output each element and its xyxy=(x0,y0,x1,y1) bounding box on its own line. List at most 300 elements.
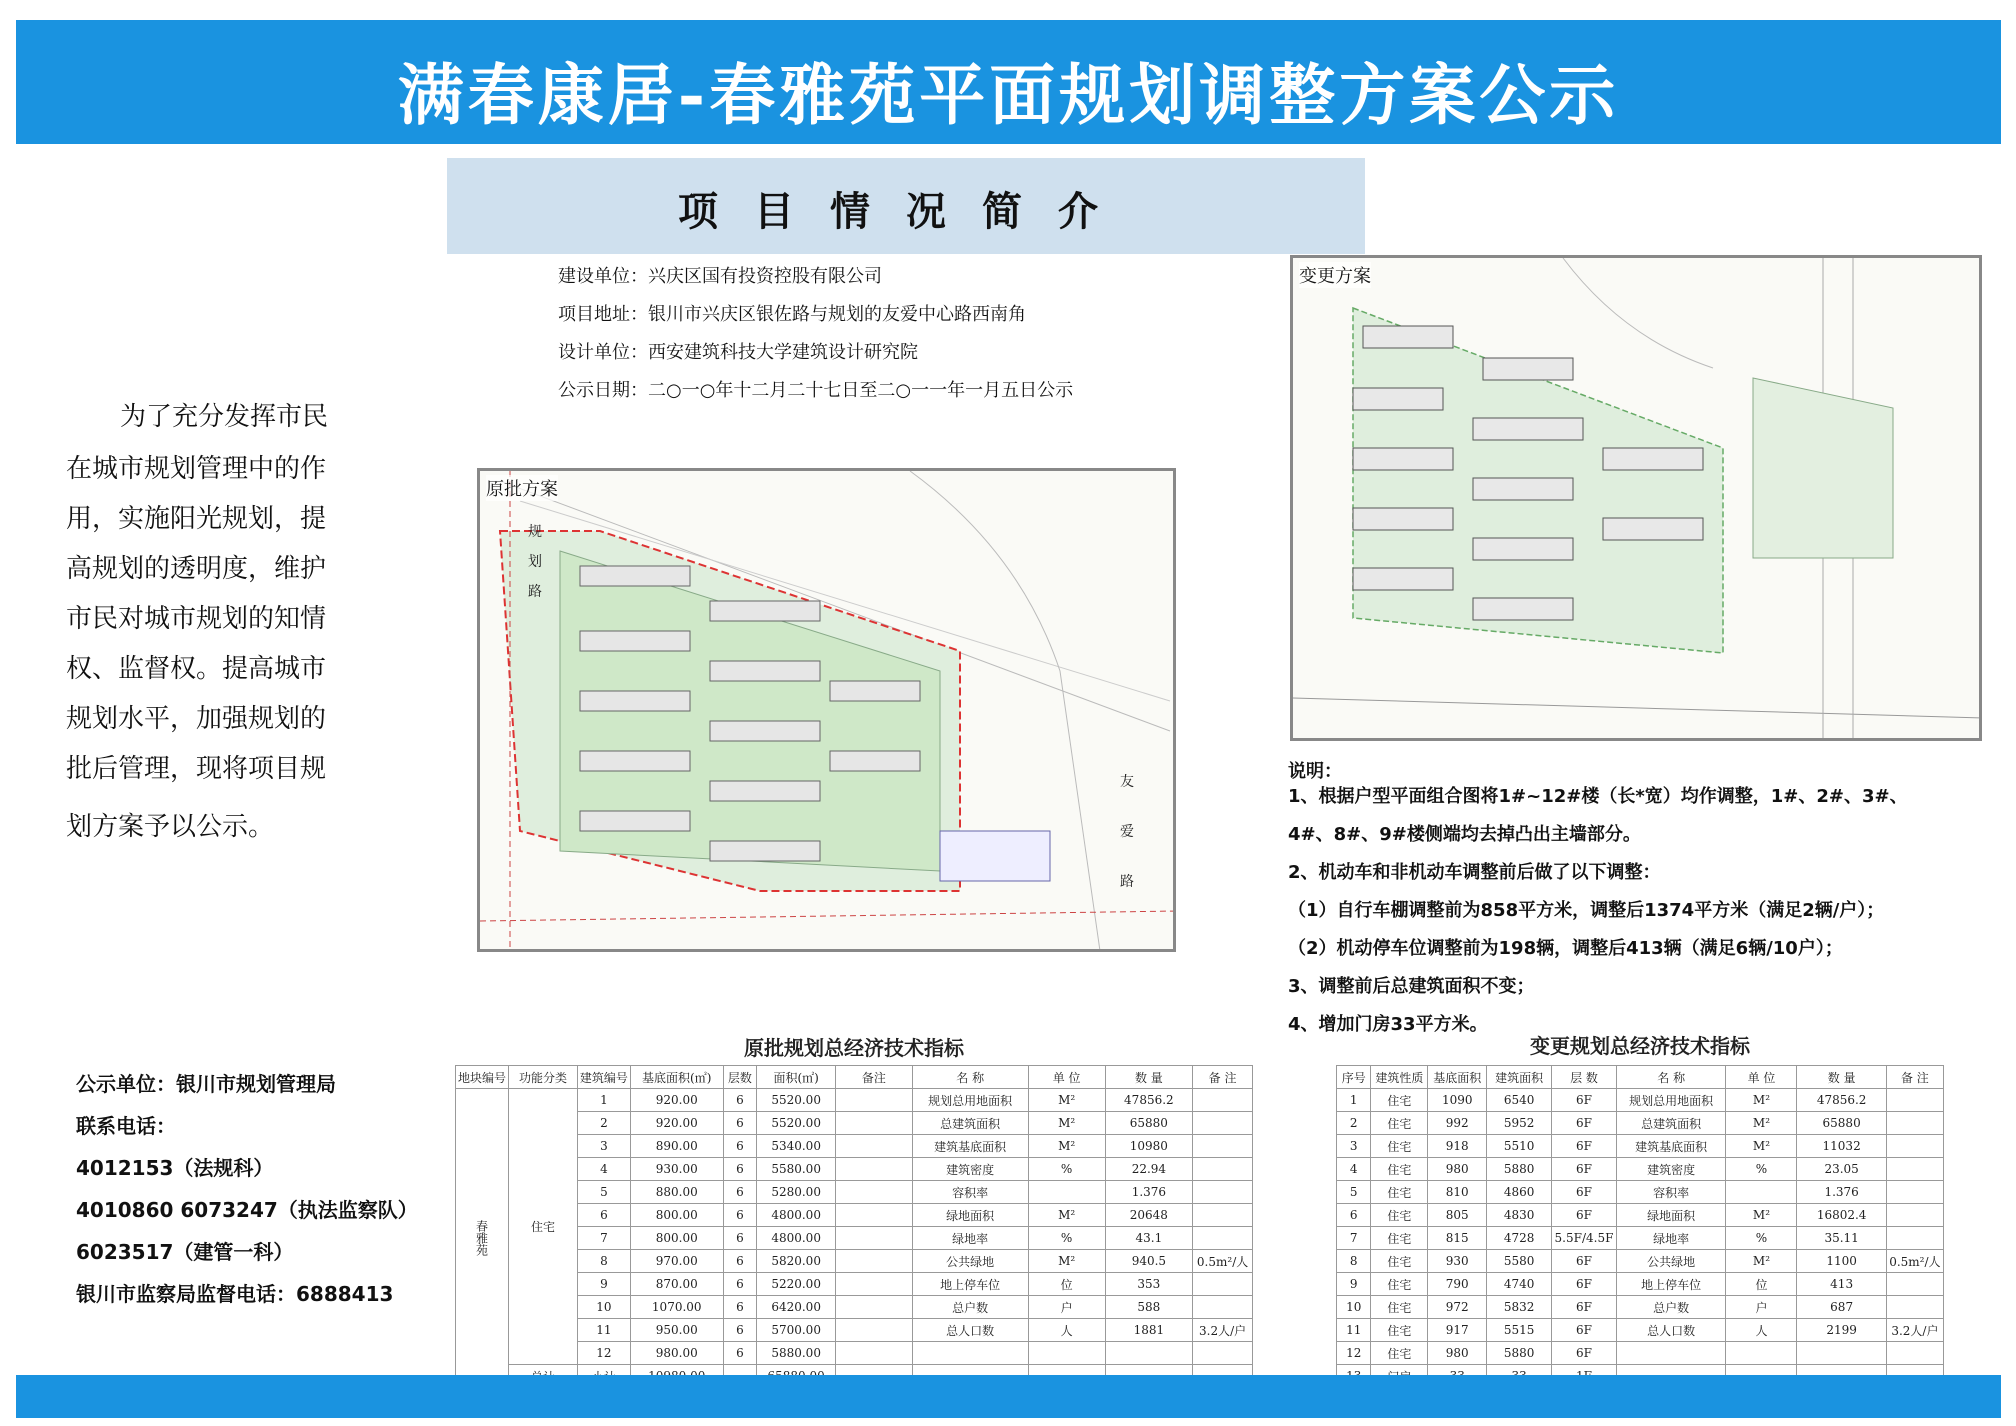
floors-cell: 6 xyxy=(723,1158,757,1181)
base-cell: 890.00 xyxy=(630,1135,723,1158)
col-name: 名 称 xyxy=(1616,1066,1726,1089)
indicator-empty xyxy=(1886,1342,1943,1365)
table-row xyxy=(1337,1273,1944,1296)
floors-cell: 6 xyxy=(723,1181,757,1204)
contact-phone-3: 6023517（建管一科） xyxy=(76,1240,294,1264)
bno-cell: 2 xyxy=(577,1112,630,1135)
no-cell: 10 xyxy=(1337,1296,1371,1319)
indicator-value: 1881 xyxy=(1105,1319,1193,1342)
table-row xyxy=(1337,1227,1944,1250)
indicator-value: 43.1 xyxy=(1105,1227,1193,1250)
area-cell: 5515 xyxy=(1487,1319,1552,1342)
indicator-value: 1100 xyxy=(1797,1250,1886,1273)
indicator-note xyxy=(1886,1227,1943,1250)
no-cell: 9 xyxy=(1337,1273,1371,1296)
base-cell: 1070.00 xyxy=(630,1296,723,1319)
no-cell: 6 xyxy=(1337,1204,1371,1227)
floors-cell: 6F xyxy=(1552,1250,1617,1273)
col-floors: 层 数 xyxy=(1552,1066,1617,1089)
footer-bar xyxy=(16,1375,2001,1418)
floors-cell: 6 xyxy=(723,1250,757,1273)
type-cell: 住宅 xyxy=(1371,1089,1428,1112)
indicator-name: 总人口数 xyxy=(1616,1319,1726,1342)
indicator-unit: M² xyxy=(1726,1112,1797,1135)
area-cell: 5580.00 xyxy=(757,1158,836,1181)
original-indicator-table xyxy=(455,1065,1253,1411)
indicator-value: 22.94 xyxy=(1105,1158,1193,1181)
base-cell: 972 xyxy=(1428,1296,1487,1319)
indicator-note xyxy=(1193,1112,1253,1135)
indicator-value: 23.05 xyxy=(1797,1158,1886,1181)
indicator-name: 总户数 xyxy=(912,1296,1028,1319)
map-road-label: 友 xyxy=(1120,774,1134,790)
base-cell: 810 xyxy=(1428,1181,1487,1204)
table-row xyxy=(1337,1319,1944,1342)
floors-cell: 6F xyxy=(1552,1273,1617,1296)
table-row xyxy=(1337,1181,1944,1204)
map-road-label: 路 xyxy=(528,584,542,600)
original-plan-label: 原批方案 xyxy=(486,475,558,501)
bno-cell: 3 xyxy=(577,1135,630,1158)
remark-cell xyxy=(836,1273,913,1296)
base-cell: 917 xyxy=(1428,1319,1487,1342)
purpose-line: 权、监督权。提高城市 xyxy=(66,654,327,684)
type-cell: 住宅 xyxy=(1371,1273,1428,1296)
indicator-value: 940.5 xyxy=(1105,1250,1193,1273)
purpose-line: 市民对城市规划的知情 xyxy=(66,604,327,634)
indicator-empty xyxy=(1028,1342,1105,1365)
remark-cell xyxy=(836,1089,913,1112)
indicator-value: 353 xyxy=(1105,1273,1193,1296)
base-cell: 980 xyxy=(1428,1158,1487,1181)
indicator-unit: M² xyxy=(1726,1250,1797,1273)
no-cell: 1 xyxy=(1337,1089,1371,1112)
purpose-line: 划方案予以公示。 xyxy=(66,812,275,842)
no-cell: 4 xyxy=(1337,1158,1371,1181)
indicator-name: 建筑密度 xyxy=(1616,1158,1726,1181)
col-func: 功能分类 xyxy=(509,1066,578,1089)
indicator-unit: % xyxy=(1028,1227,1105,1250)
area-cell: 5340.00 xyxy=(757,1135,836,1158)
area-cell: 5700.00 xyxy=(757,1319,836,1342)
remark-cell xyxy=(836,1112,913,1135)
indicator-name: 绿地率 xyxy=(912,1227,1028,1250)
area-cell: 6420.00 xyxy=(757,1296,836,1319)
indicator-unit: M² xyxy=(1726,1089,1797,1112)
purpose-line: 用，实施阳光规划，提 xyxy=(66,504,327,534)
col-unit: 单 位 xyxy=(1028,1066,1105,1089)
original-site-plan xyxy=(480,471,1176,952)
indicator-unit: M² xyxy=(1028,1112,1105,1135)
area-cell: 5520.00 xyxy=(757,1089,836,1112)
indicator-value: 47856.2 xyxy=(1797,1089,1886,1112)
indicator-name: 总人口数 xyxy=(912,1319,1028,1342)
indicator-name: 建筑密度 xyxy=(912,1158,1028,1181)
type-cell: 住宅 xyxy=(1371,1112,1428,1135)
no-cell: 5 xyxy=(1337,1181,1371,1204)
col-note: 备 注 xyxy=(1886,1066,1943,1089)
type-cell: 住宅 xyxy=(1371,1158,1428,1181)
area-cell: 4728 xyxy=(1487,1227,1552,1250)
floors-cell: 6F xyxy=(1552,1135,1617,1158)
changed-indicator-table xyxy=(1336,1065,1944,1388)
base-cell: 920.00 xyxy=(630,1089,723,1112)
map-road-label: 划 xyxy=(528,554,542,570)
indicator-name: 绿地面积 xyxy=(912,1204,1028,1227)
indicator-unit: 人 xyxy=(1726,1319,1797,1342)
col-remark: 备注 xyxy=(836,1066,913,1089)
type-cell: 住宅 xyxy=(1371,1319,1428,1342)
floors-cell: 6F xyxy=(1552,1296,1617,1319)
floors-cell: 6F xyxy=(1552,1342,1617,1365)
indicator-note xyxy=(1886,1112,1943,1135)
area-cell: 5220.00 xyxy=(757,1273,836,1296)
indicator-name: 绿地面积 xyxy=(1616,1204,1726,1227)
area-cell: 5880 xyxy=(1487,1158,1552,1181)
area-cell: 5280.00 xyxy=(757,1181,836,1204)
remark-cell xyxy=(836,1250,913,1273)
changed-plan-drawing xyxy=(1290,255,1982,741)
table-row xyxy=(1337,1296,1944,1319)
bno-cell: 8 xyxy=(577,1250,630,1273)
base-cell: 930 xyxy=(1428,1250,1487,1273)
floors-cell: 6F xyxy=(1552,1158,1617,1181)
indicator-unit: 位 xyxy=(1726,1273,1797,1296)
col-area: 建筑面积 xyxy=(1487,1066,1552,1089)
builder-line: 建设单位：兴庆区国有投资控股有限公司 xyxy=(558,266,882,287)
indicator-name: 规划总用地面积 xyxy=(912,1089,1028,1112)
original-plan-drawing xyxy=(477,468,1176,952)
table-row xyxy=(1337,1204,1944,1227)
indicator-value: 65880 xyxy=(1105,1112,1193,1135)
base-cell: 880.00 xyxy=(630,1181,723,1204)
type-cell: 住宅 xyxy=(1371,1342,1428,1365)
map-road-label: 爱 xyxy=(1120,824,1134,840)
no-cell: 3 xyxy=(1337,1135,1371,1158)
bno-cell: 1 xyxy=(577,1089,630,1112)
floors-cell: 6F xyxy=(1552,1204,1617,1227)
floors-cell: 6 xyxy=(723,1089,757,1112)
base-cell: 918 xyxy=(1428,1135,1487,1158)
base-cell: 950.00 xyxy=(630,1319,723,1342)
area-cell: 4830 xyxy=(1487,1204,1552,1227)
base-cell: 980.00 xyxy=(630,1342,723,1365)
remark-cell xyxy=(836,1227,913,1250)
col-type: 建筑性质 xyxy=(1371,1066,1428,1089)
indicator-unit xyxy=(1028,1181,1105,1204)
area-cell: 5880.00 xyxy=(757,1342,836,1365)
base-cell: 920.00 xyxy=(630,1112,723,1135)
table-row xyxy=(456,1089,1253,1112)
indicator-unit: % xyxy=(1028,1158,1105,1181)
indicator-unit: % xyxy=(1726,1158,1797,1181)
base-cell: 800.00 xyxy=(630,1227,723,1250)
floors-cell: 6 xyxy=(723,1112,757,1135)
indicator-value: 2199 xyxy=(1797,1319,1886,1342)
indicator-note xyxy=(1193,1158,1253,1181)
designer-line: 设计单位：西安建筑科技大学建筑设计研究院 xyxy=(558,342,918,363)
indicator-unit: 人 xyxy=(1028,1319,1105,1342)
purpose-line: 为了充分发挥市民 xyxy=(120,402,329,432)
indicator-empty xyxy=(912,1342,1028,1365)
type-cell: 住宅 xyxy=(1371,1181,1428,1204)
indicator-value: 20648 xyxy=(1105,1204,1193,1227)
base-cell: 970.00 xyxy=(630,1250,723,1273)
col-base: 基底面积 xyxy=(1428,1066,1487,1089)
indicator-note xyxy=(1886,1158,1943,1181)
address-line: 项目地址：银川市兴庆区银佐路与规划的友爱中心路西南角 xyxy=(558,304,1026,325)
indicator-name: 总建筑面积 xyxy=(912,1112,1028,1135)
base-cell: 1090 xyxy=(1428,1089,1487,1112)
indicator-note xyxy=(1193,1296,1253,1319)
indicator-empty xyxy=(1616,1342,1726,1365)
indicator-value: 35.11 xyxy=(1797,1227,1886,1250)
col-note: 备 注 xyxy=(1193,1066,1253,1089)
col-qty: 数 量 xyxy=(1105,1066,1193,1089)
bno-cell: 6 xyxy=(577,1204,630,1227)
area-cell: 4800.00 xyxy=(757,1227,836,1250)
indicator-note: 3.2人/户 xyxy=(1193,1319,1253,1342)
indicator-name: 建筑基底面积 xyxy=(912,1135,1028,1158)
bno-cell: 9 xyxy=(577,1273,630,1296)
area-cell: 5952 xyxy=(1487,1112,1552,1135)
floors-cell: 6F xyxy=(1552,1089,1617,1112)
no-cell: 2 xyxy=(1337,1112,1371,1135)
floors-cell: 6 xyxy=(723,1319,757,1342)
col-unit: 单 位 xyxy=(1726,1066,1797,1089)
lot-cell: 春雅苑 xyxy=(456,1089,509,1388)
note-line: 3、调整前后总建筑面积不变； xyxy=(1288,976,1535,997)
purpose-line: 高规划的透明度，维护 xyxy=(66,554,327,584)
purpose-line: 在城市规划管理中的作 xyxy=(66,454,327,484)
indicator-name: 绿地率 xyxy=(1616,1227,1726,1250)
indicator-name: 公共绿地 xyxy=(912,1250,1028,1273)
date-line: 公示日期：二○一○年十二月二十七日至二○一一年一月五日公示 xyxy=(558,380,1074,401)
area-cell: 5820.00 xyxy=(757,1250,836,1273)
indicator-unit: 户 xyxy=(1726,1296,1797,1319)
floors-cell: 6 xyxy=(723,1227,757,1250)
floors-cell: 6 xyxy=(723,1204,757,1227)
contact-phone-label: 联系电话： xyxy=(76,1114,176,1138)
area-cell: 5832 xyxy=(1487,1296,1552,1319)
indicator-unit: M² xyxy=(1028,1250,1105,1273)
bno-cell: 10 xyxy=(577,1296,630,1319)
indicator-note xyxy=(1886,1089,1943,1112)
note-line: （2）机动停车位调整前为198辆，调整后413辆（满足6辆/10户）； xyxy=(1288,938,1843,959)
indicator-value: 1.376 xyxy=(1797,1181,1886,1204)
col-base: 基底面积(㎡) xyxy=(630,1066,723,1089)
indicator-value: 10980 xyxy=(1105,1135,1193,1158)
remark-cell xyxy=(836,1204,913,1227)
col-qty: 数 量 xyxy=(1797,1066,1886,1089)
indicator-empty xyxy=(1105,1342,1193,1365)
map-road-label: 规 xyxy=(528,524,542,540)
indicator-name: 地上停车位 xyxy=(912,1273,1028,1296)
base-cell: 930.00 xyxy=(630,1158,723,1181)
indicator-value: 588 xyxy=(1105,1296,1193,1319)
indicator-unit: % xyxy=(1726,1227,1797,1250)
floors-cell: 6F xyxy=(1552,1319,1617,1342)
indicator-value: 687 xyxy=(1797,1296,1886,1319)
map-road-label: 路 xyxy=(1120,874,1134,890)
floors-cell: 5.5F/4.5F xyxy=(1552,1227,1617,1250)
indicator-value: 413 xyxy=(1797,1273,1886,1296)
base-cell: 980 xyxy=(1428,1342,1487,1365)
base-cell: 992 xyxy=(1428,1112,1487,1135)
indicator-value: 47856.2 xyxy=(1105,1089,1193,1112)
indicator-note xyxy=(1193,1204,1253,1227)
table-row xyxy=(1337,1135,1944,1158)
note-line: 4、增加门房33平方米。 xyxy=(1288,1014,1488,1035)
indicator-name: 容积率 xyxy=(912,1181,1028,1204)
indicator-note xyxy=(1193,1273,1253,1296)
indicator-unit xyxy=(1726,1181,1797,1204)
indicator-value: 1.376 xyxy=(1105,1181,1193,1204)
indicator-note xyxy=(1193,1089,1253,1112)
area-cell: 4860 xyxy=(1487,1181,1552,1204)
indicator-note xyxy=(1193,1181,1253,1204)
base-cell: 815 xyxy=(1428,1227,1487,1250)
table-row xyxy=(1337,1342,1944,1365)
indicator-note xyxy=(1886,1181,1943,1204)
contact-phone-2: 4010860 6073247（执法监察队） xyxy=(76,1198,418,1222)
remark-cell xyxy=(836,1319,913,1342)
floors-cell: 6F xyxy=(1552,1112,1617,1135)
base-cell: 800.00 xyxy=(630,1204,723,1227)
col-bno: 建筑编号 xyxy=(577,1066,630,1089)
purpose-line: 规划水平，加强规划的 xyxy=(66,704,327,734)
col-area: 面积(㎡) xyxy=(757,1066,836,1089)
indicator-empty xyxy=(1797,1342,1886,1365)
indicator-empty xyxy=(1726,1342,1797,1365)
col-lot: 地块编号 xyxy=(456,1066,509,1089)
floors-cell: 6 xyxy=(723,1273,757,1296)
area-cell: 4800.00 xyxy=(757,1204,836,1227)
indicator-name: 地上停车位 xyxy=(1616,1273,1726,1296)
area-cell: 5580 xyxy=(1487,1250,1552,1273)
type-cell: 住宅 xyxy=(1371,1204,1428,1227)
area-cell: 5510 xyxy=(1487,1135,1552,1158)
area-cell: 5880 xyxy=(1487,1342,1552,1365)
changed-table xyxy=(1336,1065,1944,1388)
indicator-value: 65880 xyxy=(1797,1112,1886,1135)
type-cell: 住宅 xyxy=(1371,1250,1428,1273)
bno-cell: 7 xyxy=(577,1227,630,1250)
indicator-unit: M² xyxy=(1726,1204,1797,1227)
area-cell: 5520.00 xyxy=(757,1112,836,1135)
col-no: 序号 xyxy=(1337,1066,1371,1089)
area-cell: 4740 xyxy=(1487,1273,1552,1296)
indicator-name: 总建筑面积 xyxy=(1616,1112,1726,1135)
area-cell: 6540 xyxy=(1487,1089,1552,1112)
floors-cell: 6 xyxy=(723,1135,757,1158)
indicator-value: 16802.4 xyxy=(1797,1204,1886,1227)
col-name: 名 称 xyxy=(912,1066,1028,1089)
table-row xyxy=(1337,1158,1944,1181)
title-banner xyxy=(16,20,2001,144)
intro-title: 项目情况简介 xyxy=(678,189,1134,235)
base-cell: 805 xyxy=(1428,1204,1487,1227)
indicator-unit: M² xyxy=(1028,1089,1105,1112)
type-cell: 住宅 xyxy=(1371,1296,1428,1319)
remark-cell xyxy=(836,1135,913,1158)
original-table-caption: 原批规划总经济技术指标 xyxy=(744,1036,964,1060)
no-cell: 7 xyxy=(1337,1227,1371,1250)
indicator-note xyxy=(1886,1296,1943,1319)
table-row xyxy=(1337,1250,1944,1273)
page-title: 满春康居-春雅苑平面规划调整方案公示 xyxy=(397,56,1620,134)
indicator-unit: M² xyxy=(1726,1135,1797,1158)
changed-plan-label: 变更方案 xyxy=(1299,262,1371,288)
floors-cell: 6F xyxy=(1552,1181,1617,1204)
original-table xyxy=(455,1065,1253,1411)
contact-phone-1: 4012153（法规科） xyxy=(76,1156,274,1180)
indicator-note xyxy=(1193,1227,1253,1250)
indicator-note xyxy=(1886,1135,1943,1158)
intro-band xyxy=(447,158,1365,254)
contact-unit: 公示单位：银川市规划管理局 xyxy=(76,1072,336,1096)
changed-site-plan xyxy=(1293,258,1982,741)
bno-cell: 11 xyxy=(577,1319,630,1342)
indicator-value: 11032 xyxy=(1797,1135,1886,1158)
table-row xyxy=(1337,1112,1944,1135)
bno-cell: 4 xyxy=(577,1158,630,1181)
notes-title: 说明： xyxy=(1288,761,1342,782)
base-cell: 870.00 xyxy=(630,1273,723,1296)
indicator-name: 规划总用地面积 xyxy=(1616,1089,1726,1112)
bno-cell: 12 xyxy=(577,1342,630,1365)
purpose-line: 批后管理，现将项目规 xyxy=(66,754,327,784)
indicator-note: 0.5m²/人 xyxy=(1886,1250,1943,1273)
indicator-note xyxy=(1886,1273,1943,1296)
no-cell: 12 xyxy=(1337,1342,1371,1365)
func-cell: 住宅 xyxy=(509,1089,578,1365)
indicator-note: 0.5m²/人 xyxy=(1193,1250,1253,1273)
indicator-unit: 位 xyxy=(1028,1273,1105,1296)
indicator-name: 建筑基底面积 xyxy=(1616,1135,1726,1158)
note-line: （1）自行车棚调整前为858平方米，调整后1374平方米（满足2辆/户）； xyxy=(1288,900,1885,921)
indicator-name: 公共绿地 xyxy=(1616,1250,1726,1273)
remark-cell xyxy=(836,1158,913,1181)
indicator-name: 容积率 xyxy=(1616,1181,1726,1204)
remark-cell xyxy=(836,1296,913,1319)
indicator-note: 3.2人/户 xyxy=(1886,1319,1943,1342)
changed-table-caption: 变更规划总经济技术指标 xyxy=(1530,1034,1750,1058)
bno-cell: 5 xyxy=(577,1181,630,1204)
floors-cell: 6 xyxy=(723,1342,757,1365)
floors-cell: 6 xyxy=(723,1296,757,1319)
remark-cell xyxy=(836,1181,913,1204)
col-floors: 层数 xyxy=(723,1066,757,1089)
no-cell: 11 xyxy=(1337,1319,1371,1342)
indicator-unit: M² xyxy=(1028,1135,1105,1158)
table-row xyxy=(1337,1089,1944,1112)
note-line: 1、根据户型平面组合图将1#~12#楼（长*宽）均作调整，1#、2#、3#、 xyxy=(1288,786,1908,807)
type-cell: 住宅 xyxy=(1371,1227,1428,1250)
indicator-name: 总户数 xyxy=(1616,1296,1726,1319)
contact-supervision: 银川市监察局监督电话：6888413 xyxy=(76,1282,394,1306)
indicator-empty xyxy=(1193,1342,1253,1365)
indicator-unit: M² xyxy=(1028,1204,1105,1227)
indicator-note xyxy=(1886,1204,1943,1227)
note-line: 2、机动车和非机动车调整前后做了以下调整： xyxy=(1288,862,1661,883)
remark-cell xyxy=(836,1342,913,1365)
no-cell: 8 xyxy=(1337,1250,1371,1273)
indicator-note xyxy=(1193,1135,1253,1158)
note-line: 4#、8#、9#楼侧端均去掉凸出主墙部分。 xyxy=(1288,824,1641,845)
base-cell: 790 xyxy=(1428,1273,1487,1296)
type-cell: 住宅 xyxy=(1371,1135,1428,1158)
